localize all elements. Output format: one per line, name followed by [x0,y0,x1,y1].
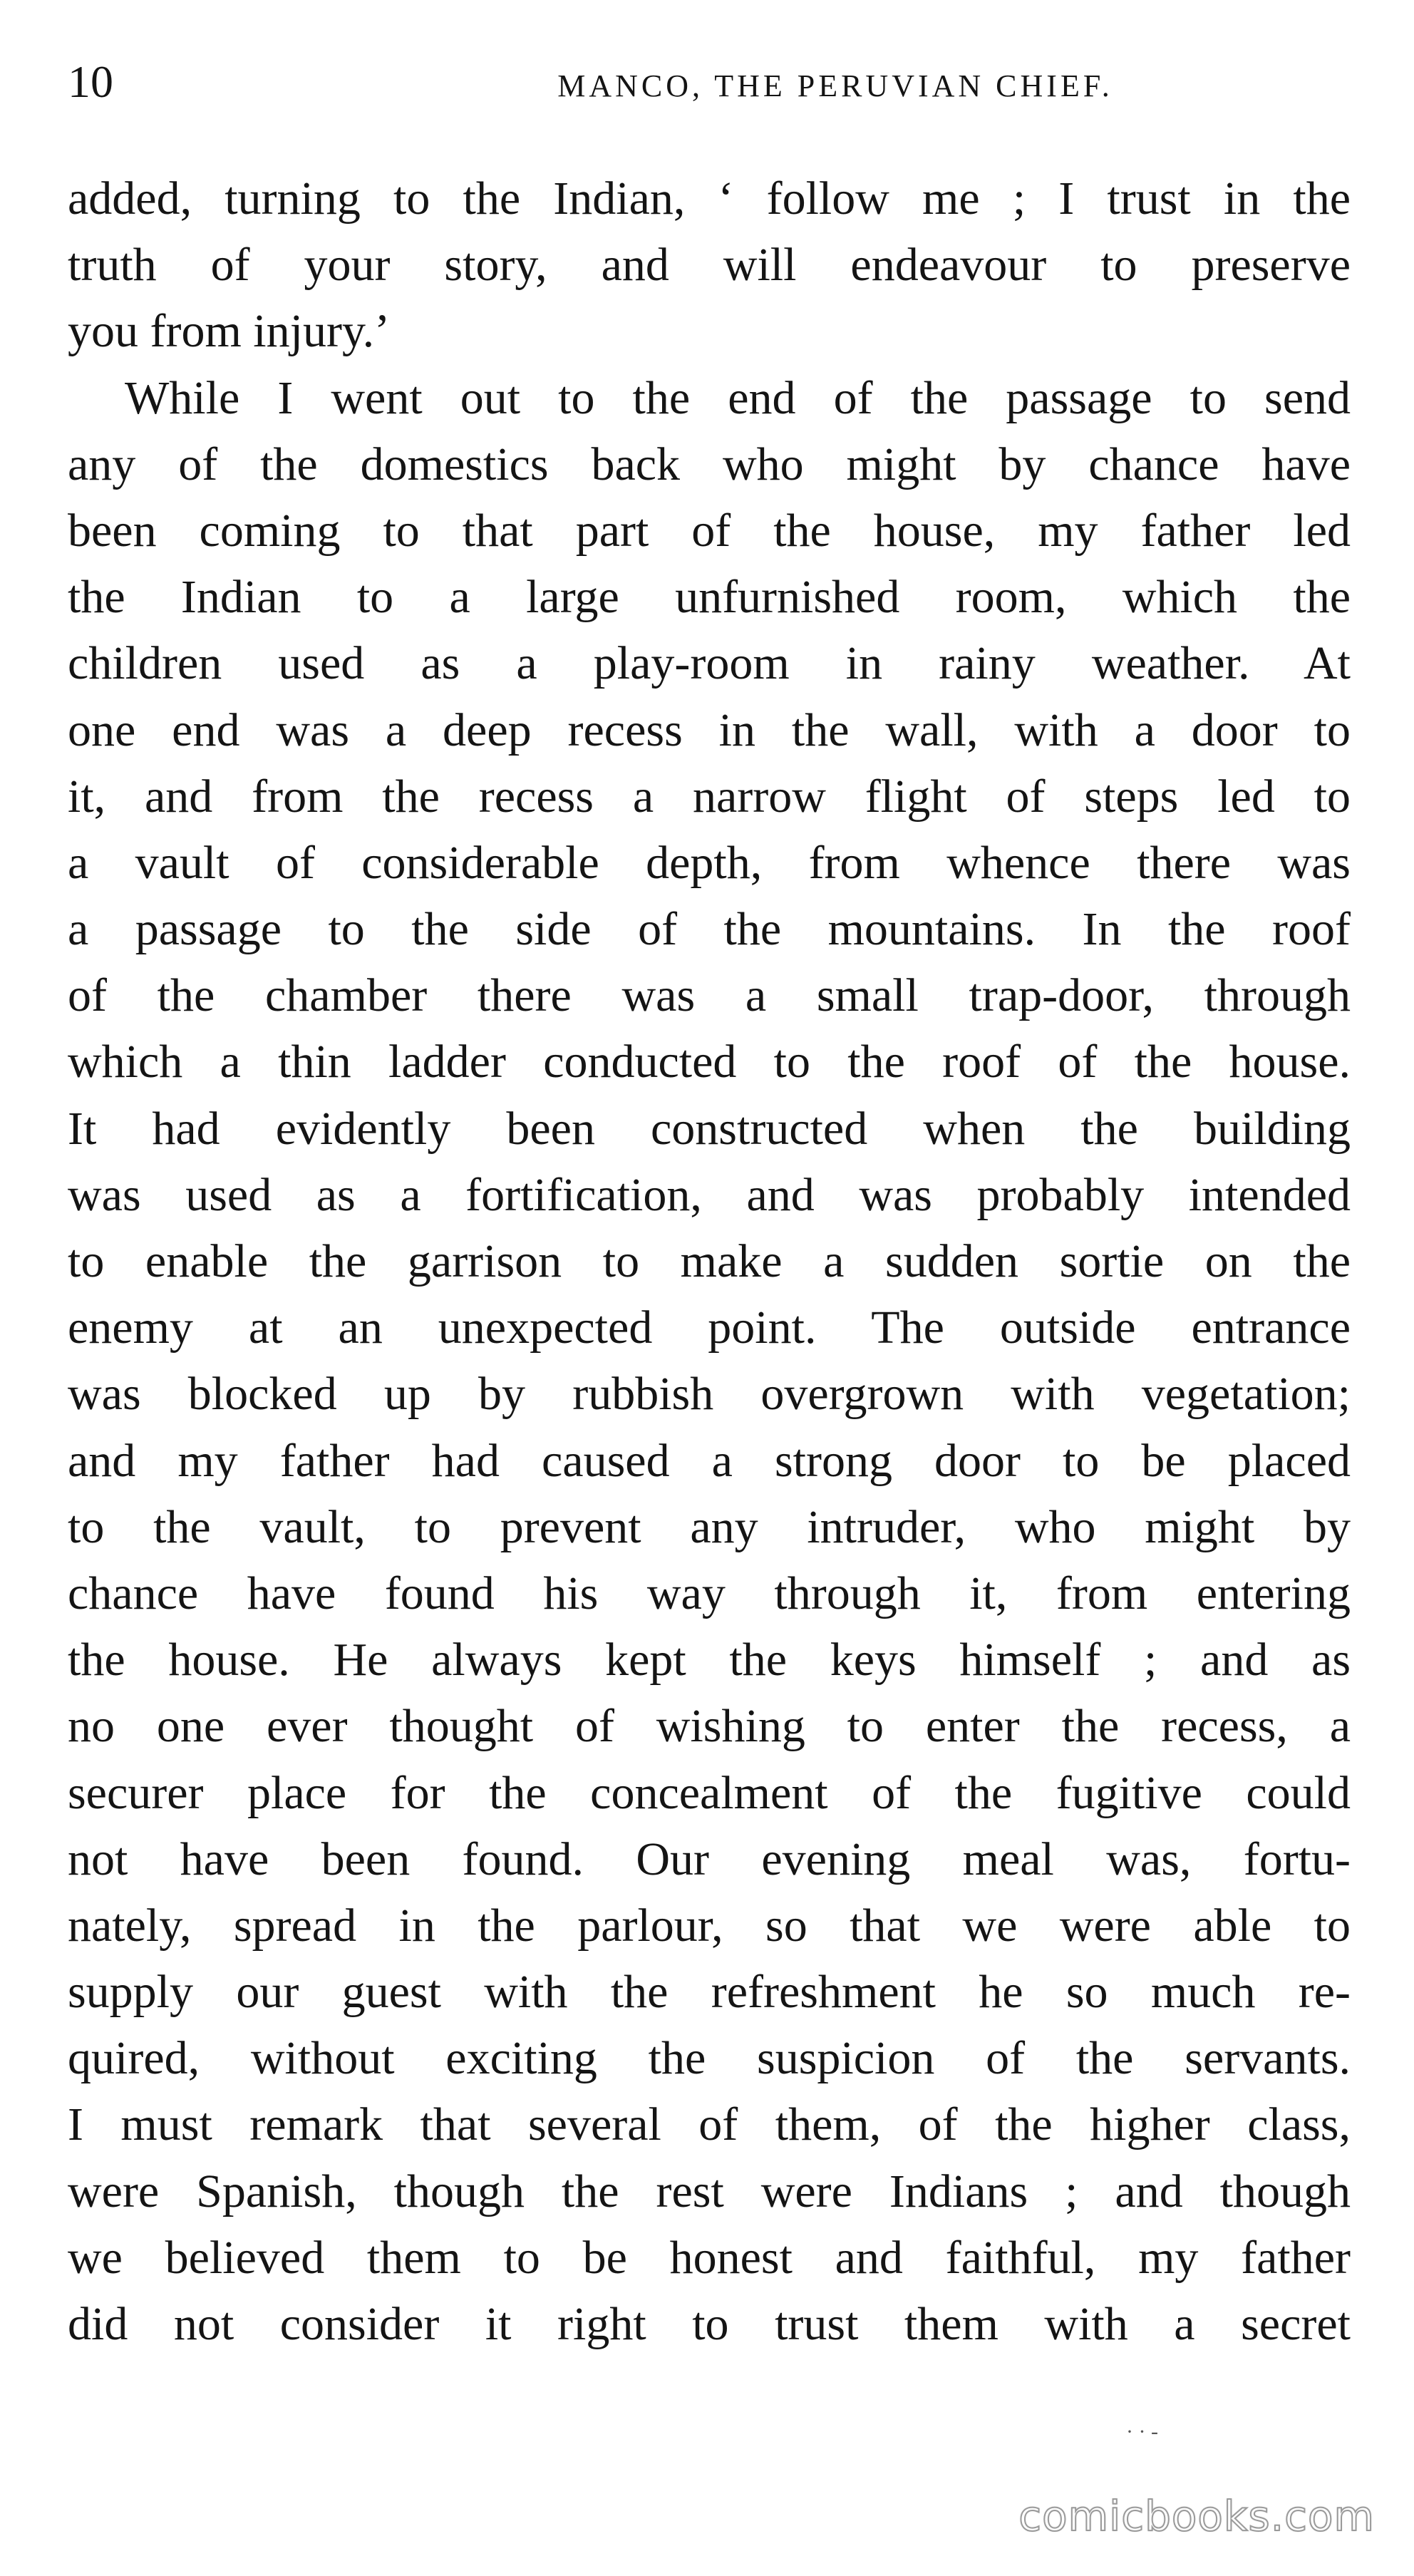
text-line: enemy at an unexpected point. The outside entrance [68,1302,1351,1354]
text-line: was used as a fortification, and was probably intended [68,1168,1351,1221]
text-line: we believed them to be honest and faithful, my father [68,2231,1351,2284]
text-line: a passage to the side of the mountains. In the roof [68,903,1351,956]
watermark: comicbooks.com [1018,2492,1375,2540]
text-line: was blocked up by rubbish overgrown with vegetation; [68,1368,1351,1421]
text-line: a vault of considerable depth, from whence there was [68,836,1351,889]
text-line: chance have found his way through it, from entering [68,1567,1351,1619]
running-title: MANCO, THE PERUVIAN CHIEF. [557,68,1113,103]
text-line: did not consider it right to trust them with a secret [68,2298,1351,2350]
text-line: of the chamber there was a small trap-door, through [68,969,1351,1022]
text-line: no one ever thought of wishing to enter the recess, a [68,1700,1351,1753]
text-line: added, turning to the Indian, ‘ follow me ; I trust in the [68,172,1351,225]
print-specks: · · - [1126,2420,1158,2443]
text-line: nately, spread in the parlour, so that we were able to [68,1899,1351,1952]
running-head [68,50,1346,114]
text-line: to the vault, to prevent any intruder, who might by [68,1500,1351,1553]
text-line: it, and from the recess a narrow flight of steps led to [68,770,1351,823]
text-line: and my father had caused a strong door to be placed [68,1434,1351,1487]
text-line: any of the domestics back who might by chance have [68,438,1351,490]
text-line: children used as a play-room in rainy weather. At [68,637,1351,690]
paragraph-first-line: While I went out to the end of the passage to send [125,371,1351,424]
text-line: were Spanish, though the rest were Indians ; and though [68,2165,1351,2217]
text-line: quired, without exciting the suspicion of the servants. [68,2032,1351,2085]
text-line: to enable the garrison to make a sudden sortie on the [68,1235,1351,1287]
text-line: It had evidently been constructed when the building [68,1102,1351,1155]
text-line: I must remark that several of them, of the higher class, [68,2098,1351,2151]
text-line: you from injury.’ [68,305,391,358]
text-line: not have been found. Our evening meal was, fortu- [68,1833,1351,1885]
text-line: the house. He always kept the keys himself ; and as [68,1634,1351,1686]
body-text [68,165,1351,2357]
page-number: 10 [68,56,113,107]
text-line: which a thin ladder conducted to the roof of the house. [68,1036,1351,1088]
text-line: been coming to that part of the house, my father led [68,504,1351,557]
text-line: truth of your story, and will endeavour to preserve [68,239,1351,292]
text-line: securer place for the concealment of the fugitive could [68,1766,1351,1819]
text-line: supply our guest with the refreshment he so much re- [68,1966,1351,2019]
text-line: one end was a deep recess in the wall, with a door to [68,704,1351,756]
text-line: the Indian to a large unfurnished room, which the [68,571,1351,624]
